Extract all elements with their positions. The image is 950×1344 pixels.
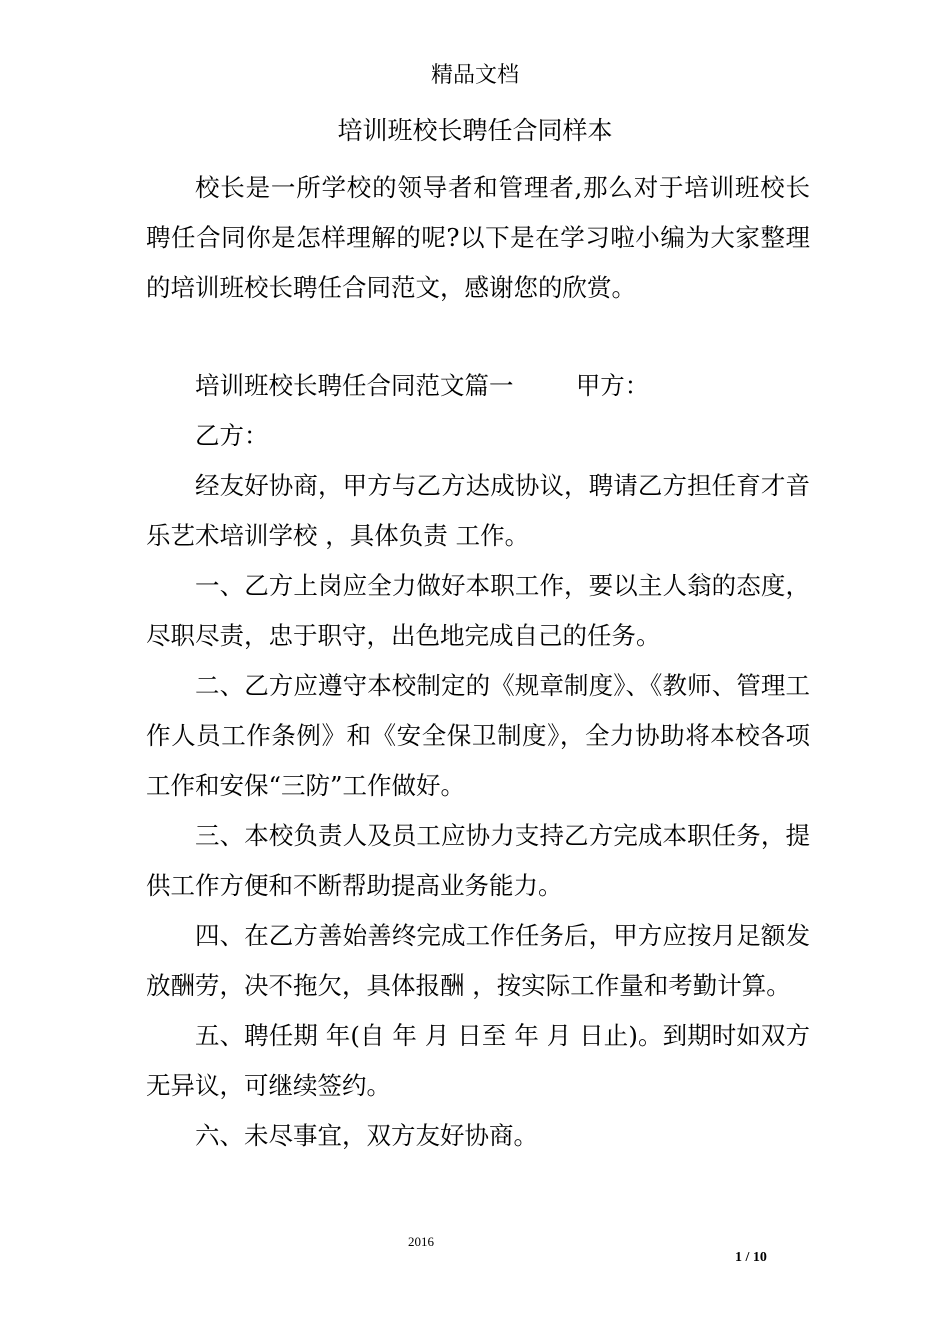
paragraph-clause-4: 四、在乙方善始善终完成工作任务后，甲方应按月足额发放酬劳，决不拖欠，具体报酬 ，按实际工作量和考勤计算。 [146, 921, 810, 1000]
document-header: 精品文档 [430, 63, 519, 88]
paragraph-agreement: 经友好协商，甲方与乙方达成协议，聘请乙方担任育才音乐艺术培训学校 ，具体负责 工作。 [146, 471, 810, 550]
paragraph-clause-1: 一、乙方上岗应全力做好本职工作，要以主人翁的态度，尽职尽责，忠于职守，出色地完成自己的任务。 [146, 571, 810, 650]
party-a-label: 甲方： [575, 371, 650, 400]
party-b-label: 乙方： [195, 421, 269, 450]
paragraph-clause-5: 五、聘任期 年(自 年 月 日至 年 月 日止)。到期时如双方无异议，可继续签约。 [146, 1021, 810, 1100]
paragraph-clause-2: 二、乙方应遵守本校制定的《规章制度》、《教师、管理工作人员工作条例》和《安全保卫制度》，全力协助将本校各项工作和安保“三防”工作做好。 [146, 671, 810, 800]
section-heading-line [146, 361, 810, 411]
document-title: 培训班校长聘任合同样本 [337, 116, 613, 145]
paragraph-gap [146, 313, 810, 361]
section-heading: 培训班校长聘任合同范文篇一 [195, 371, 514, 400]
paragraph-clause-6: 六、未尽事宜，双方友好协商。 [195, 1121, 538, 1150]
page-number: 1 / 10 [735, 1250, 767, 1265]
paragraph-clause-3: 三、本校负责人及员工应协力支持乙方完成本职任务，提供工作方便和不断帮助提高业务能力。 [146, 821, 810, 900]
footer-year: 2016 [408, 1234, 434, 1249]
document-body [146, 163, 810, 1161]
intro-paragraph: 校长是一所学校的领导者和管理者,那么对于培训班校长聘任合同你是怎样理解的呢?以下是在学习啦小编为大家整理的培训班校长聘任合同范文，感谢您的欣赏。 [146, 173, 810, 302]
